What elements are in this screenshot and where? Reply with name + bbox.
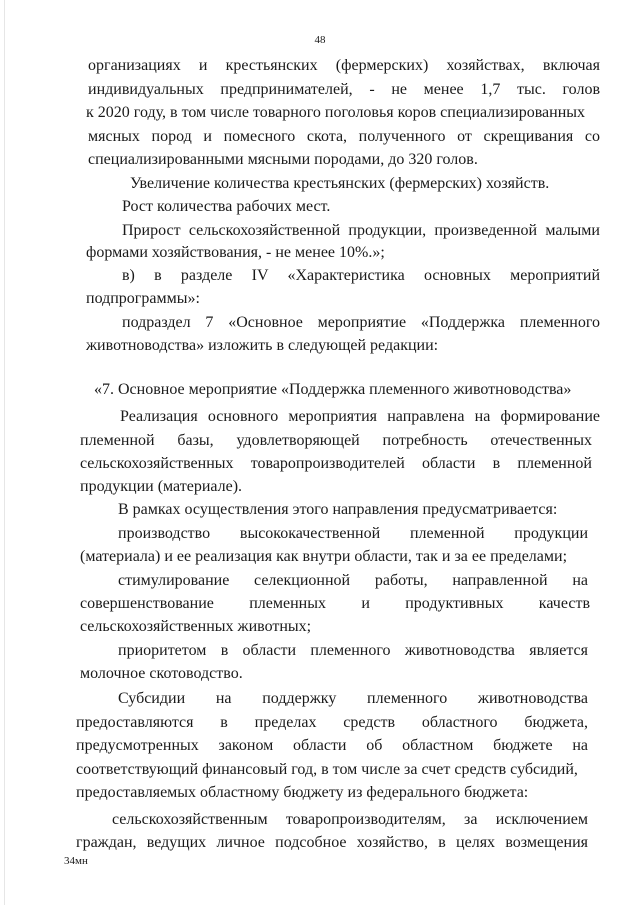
text-line: сельскохозяйственным товаропроизводителям, за исключением (112, 811, 588, 828)
text-line: молочное скотоводство. (80, 665, 243, 682)
text-line: в) в разделе IV «Характеристика основных мероприятий (122, 267, 600, 284)
text-line: совершенствование племенных и продуктивных качеств (80, 595, 590, 612)
text-line: организациях и крестьянских (фермерских) хозяйствах, включая (88, 57, 600, 74)
text-line: продукции (материале). (80, 478, 243, 495)
section-heading: «7. Основное мероприятие «Поддержка племенного животноводства» (94, 381, 572, 398)
text-line: предоставляются в пределах средств областного бюджета, (76, 714, 588, 731)
text-line: (материала) и ее реализация как внутри области, так и за ее пределами; (80, 548, 568, 565)
text-line: В рамках осуществления этого направления предусматривается: (118, 501, 558, 518)
text-line: мясных пород и помесного скота, полученного от скрещивания со (88, 128, 600, 145)
text-line: формами хозяйствования, - не менее 10%.»; (86, 244, 385, 261)
text-line: подраздел 7 «Основное мероприятие «Поддержка племенного (122, 314, 600, 331)
text-line: стимулирование селекционной работы, направленной на (118, 572, 588, 589)
page-edge (4, 0, 5, 905)
text-line: специализированными мясными породами, до 320 голов. (88, 151, 478, 168)
page-number: 48 (314, 34, 326, 46)
text-line: предусмотренных законом области об областном бюджете на (76, 737, 588, 754)
text-line: подпрограммы»: (86, 290, 200, 307)
text-line: Реализация основного мероприятия направлена на формирование (120, 408, 600, 425)
text-line: животноводства» изложить в следующей редакции: (86, 337, 439, 354)
text-line: сельскохозяйственных животных; (80, 618, 312, 635)
text-line: Прирост сельскохозяйственной продукции, произведенной малыми (122, 222, 600, 239)
text-line: Увеличение количества крестьянских (фермерских) хозяйств. (130, 175, 550, 192)
text-line: приоритетом в области племенного животноводства является (118, 642, 588, 659)
text-line: соответствующий финансовый год, в том числе за счет средств субсидий, (76, 761, 578, 778)
text-line: граждан, ведущих личное подсобное хозяйство, в целях возмещения (76, 834, 588, 851)
text-line: индивидуальных предпринимателей, - не менее 1,7 тыс. голов (88, 81, 600, 98)
text-line: племенной базы, удовлетворяющей потребность отечественных (80, 432, 592, 449)
footer-code: 34мн (64, 855, 88, 867)
text-line: сельскохозяйственных товаропроизводителей области в племенной (80, 455, 592, 472)
text-line: производство высококачественной племенной продукции (118, 525, 588, 542)
text-line: Субсидии на поддержку племенного животноводства (118, 690, 588, 707)
text-line: предоставляемых областному бюджету из федерального бюджета: (76, 784, 529, 801)
text-line: Рост количества рабочих мест. (122, 198, 331, 215)
text-line: к 2020 году, в том числе товарного поголовья коров специализированных (86, 104, 586, 121)
